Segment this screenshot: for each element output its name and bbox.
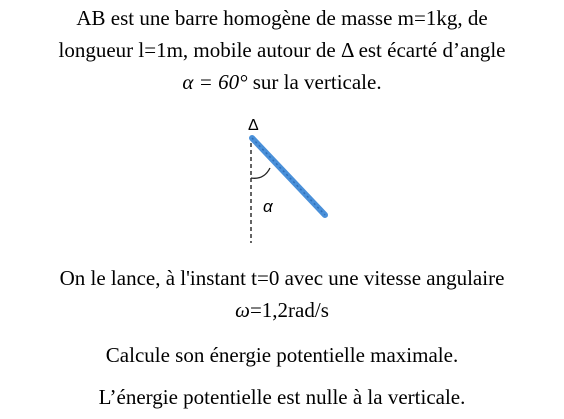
omega-symbol: ω bbox=[235, 298, 250, 322]
angle-label: α bbox=[263, 197, 273, 216]
angle-arc bbox=[251, 168, 270, 178]
problem-line-2: longueur l=1m, mobile autour de Δ est écarté d’angle bbox=[58, 38, 506, 62]
pendulum-diagram bbox=[230, 108, 340, 248]
pendulum-figure bbox=[230, 108, 340, 248]
omega-value: =1,2rad/s bbox=[249, 298, 329, 322]
question-line: Calcule son énergie potentielle maximale. bbox=[105, 343, 459, 367]
problem-line-5 bbox=[0, 298, 564, 322]
problem-line-4: On le lance, à l'instant t=0 avec une vitesse angulaire bbox=[59, 266, 505, 290]
problem-line-3-rest: sur la verticale. bbox=[247, 70, 382, 94]
problem-line-3 bbox=[0, 70, 564, 94]
angle-value: α = 60° bbox=[182, 70, 248, 94]
problem-line-1: AB est une barre homogène de masse m=1kg, de bbox=[76, 6, 488, 30]
hint-line: L’énergie potentielle est nulle à la verticale. bbox=[98, 385, 466, 409]
axis-label: Δ bbox=[248, 117, 259, 134]
